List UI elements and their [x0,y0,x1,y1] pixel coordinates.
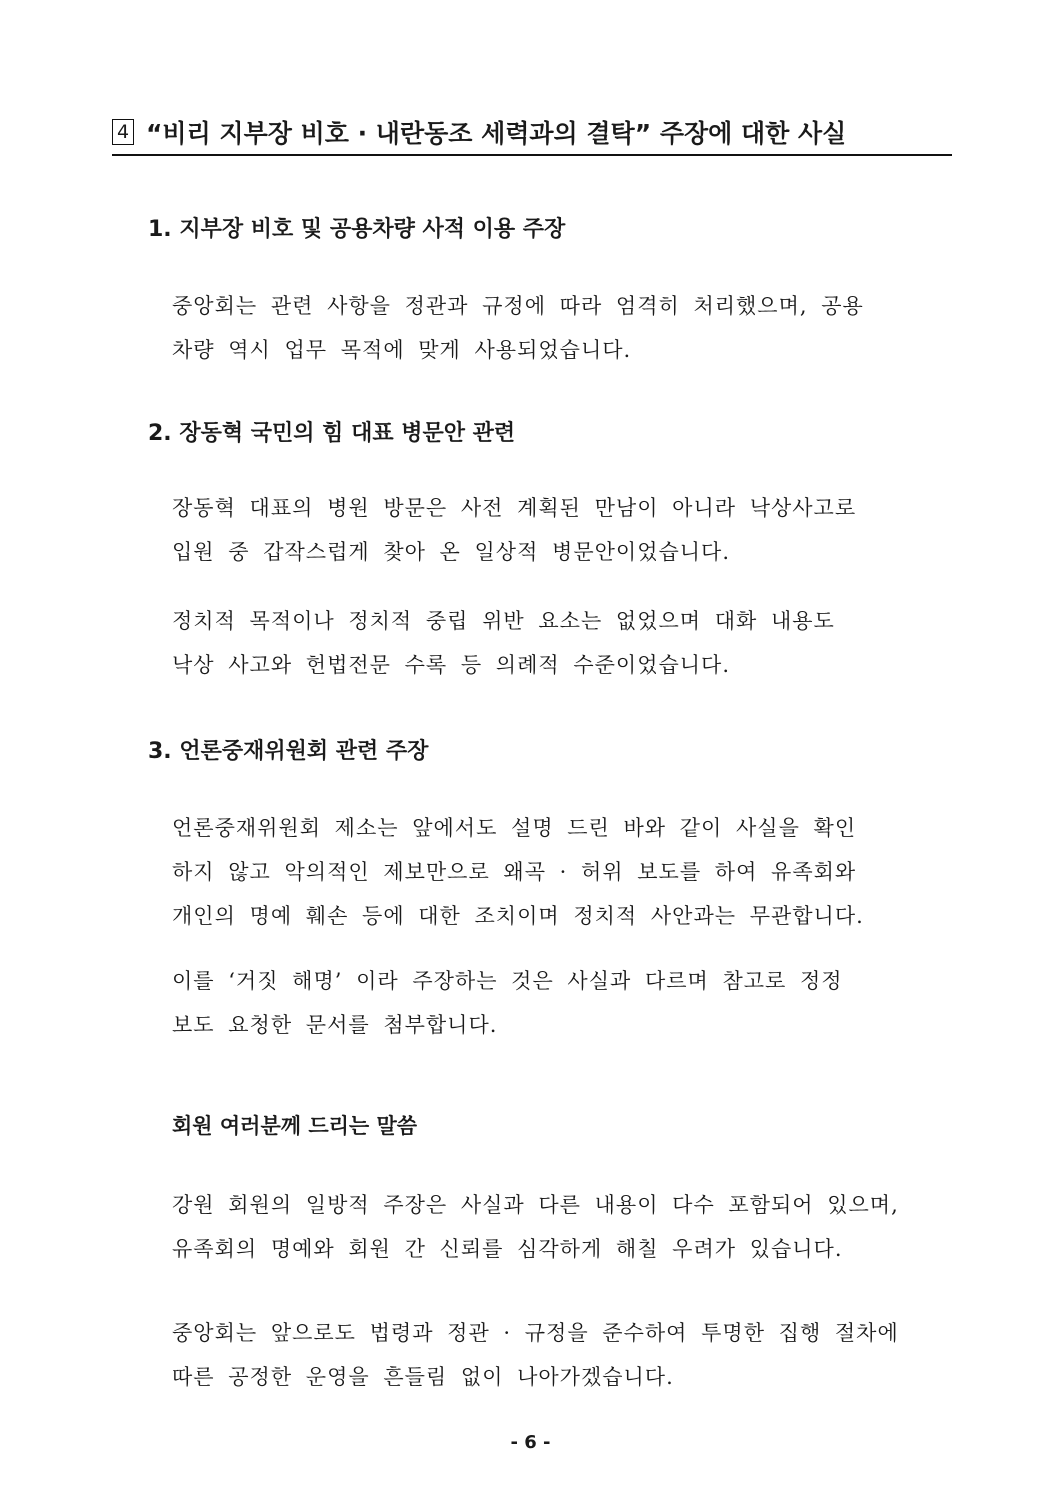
subheading-3: 3. 언론중재위원회 관련 주장 [148,739,429,764]
paragraph-1-1 [172,284,972,372]
paragraph-line: 낙상 사고와 헌법전문 수록 등 의례적 수준이었습니다. [172,653,731,677]
paragraph-line: 장동혁 대표의 병원 방문은 사전 계획된 만남이 아니라 낙상사고로 [172,496,857,520]
paragraph-line: 중앙회는 앞으로도 법령과 정관 · 규정을 준수하여 투명한 집행 절차에 [172,1321,899,1345]
paragraph-line: 언론중재위원회 제소는 앞에서도 설명 드린 바와 같이 사실을 확인 [172,816,857,840]
subheading-1: 1. 지부장 비호 및 공용차량 사적 이용 주장 [148,217,566,242]
heading-text: “비리 지부장 비호 · 내란동조 세력과의 결탁” 주장에 대한 사실 [146,119,847,148]
paragraph-line: 보도 요청한 문서를 첨부합니다. [172,1013,498,1037]
closing-title: 회원 여러분께 드리는 말씀 [172,1114,418,1138]
paragraph-line: 이를 ‘거짓 해명’ 이라 주장하는 것은 사실과 다르며 참고로 정정 [172,969,843,993]
closing-paragraph-1 [172,1183,972,1271]
paragraph-3-2 [172,959,972,1047]
paragraph-line: 정치적 목적이나 정치적 중립 위반 요소는 없었으며 대화 내용도 [172,609,835,633]
page-number: - 6 - [510,1432,551,1453]
section-heading [112,114,952,156]
paragraph-3-1 [172,806,972,938]
paragraph-line: 중앙회는 관련 사항을 정관과 규정에 따라 엄격히 처리했으며, 공용 [172,294,864,318]
heading-number-box: 4 [112,119,134,145]
paragraph-line: 유족회의 명예와 회원 간 신뢰를 심각하게 해칠 우려가 있습니다. [172,1237,843,1261]
paragraph-line: 강원 회원의 일방적 주장은 사실과 다른 내용이 다수 포함되어 있으며, [172,1193,899,1217]
closing-paragraph-2 [172,1311,972,1399]
paragraph-2-2 [172,599,972,687]
subheading-2: 2. 장동혁 국민의 힘 대표 병문안 관련 [148,421,516,446]
paragraph-line: 하지 않고 악의적인 제보만으로 왜곡 · 허위 보도를 하여 유족회와 [172,860,857,884]
paragraph-line: 입원 중 갑작스럽게 찾아 온 일상적 병문안이었습니다. [172,540,731,564]
paragraph-line: 차량 역시 업무 목적에 맞게 사용되었습니다. [172,338,632,362]
paragraph-line: 개인의 명예 훼손 등에 대한 조치이며 정치적 사안과는 무관합니다. [172,904,864,928]
paragraph-line: 따른 공정한 운영을 흔들림 없이 나아가겠습니다. [172,1365,674,1389]
paragraph-2-1 [172,486,972,574]
